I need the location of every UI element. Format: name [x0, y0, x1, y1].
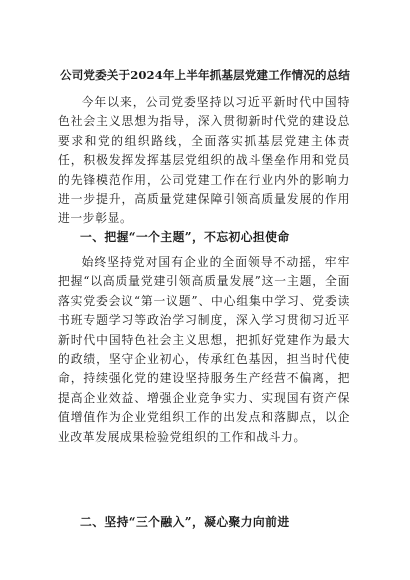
intro-paragraph: 今年以来，公司党委坚持以习近平新时代中国特色社会主义思想为指导，深入贯彻新时代党的建设总要求和党的组织路线，全面落实抓基层党建主体责任，积极发挥发挥基层党组织的战斗堡垒作用和党员的先锋模范作用，公司党建工作在行业内外的影响力进一步提升，高质量党建保障引领高质量发展的作用进一步彰显。: [58, 95, 350, 226]
section-2-heading: 二、坚持“三个融入”，凝心聚力向前进: [80, 515, 290, 529]
section-1-paragraph: 始终坚持党对国有企业的全面领导不动摇，牢牢把握“以高质量党建引领高质量发展”这一主题，全面落实党委会议“第一议题”、中心组集中学习、党委读书班专题学习等政治学习制度，深入学习贯彻习近平新时代中国特色社会主义思想，把抓好党建作为最大的政绩，坚守企业初心，传承红色基因，担当时代使命，持续强化党的建设坚持服务生产经营不偏离，把提高企业效益、增强企业竞争实力、实现国有资产保值增值作为企业党组织工作的出发点和落脚点，以企业改革发展成果检验党组织的工作和战斗力。: [58, 255, 350, 444]
section-1-heading: 一、把握“一个主题”，不忘初心担使命: [80, 230, 290, 244]
document-title: 公司党委关于2024年上半年抓基层党建工作情况的总结: [60, 68, 350, 82]
